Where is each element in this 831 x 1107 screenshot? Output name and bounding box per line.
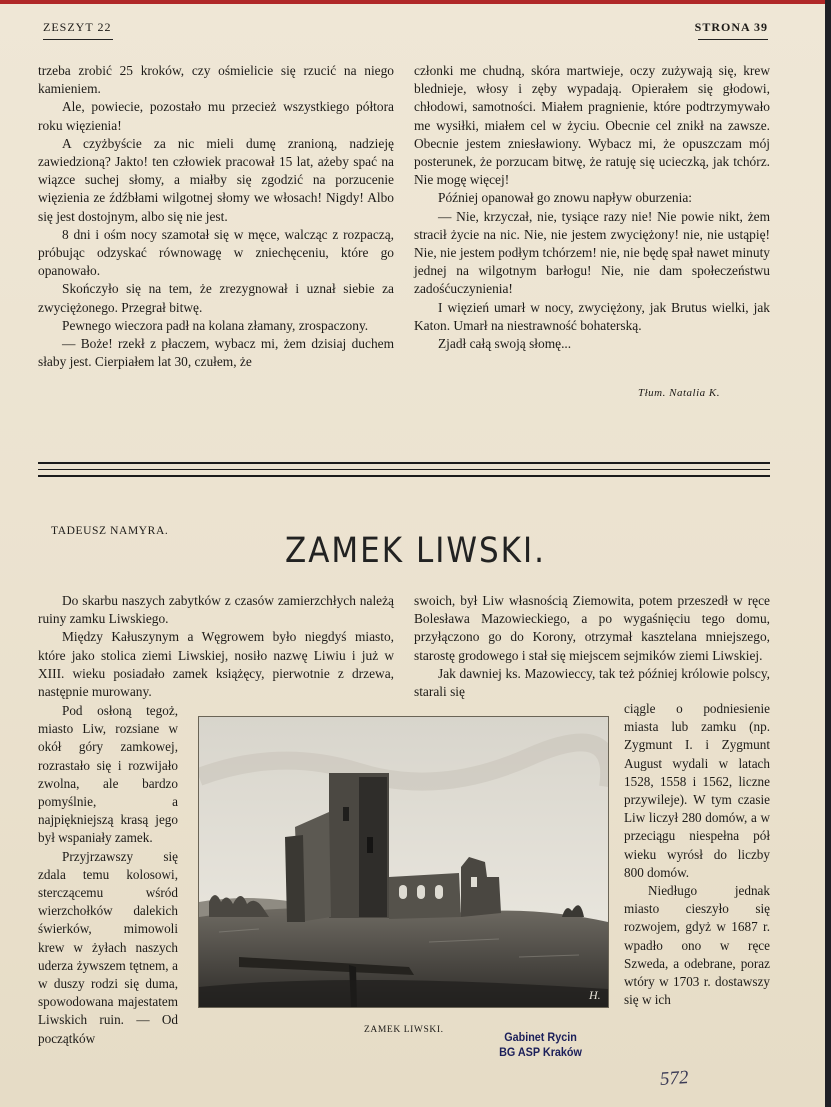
handwritten-inventory-number: 572 <box>659 1067 690 1090</box>
paragraph: Zjadł całą swoją słomę... <box>438 336 572 352</box>
article-column-right-top <box>414 592 770 701</box>
section-divider-bottom <box>38 475 770 477</box>
page-number: STRONA 39 <box>694 20 768 34</box>
photo-caption: ZAMEK LIWSKI. <box>364 1025 444 1035</box>
page-edge-top <box>0 0 831 4</box>
section-divider <box>38 462 770 464</box>
article-column-left-narrow <box>38 702 178 1048</box>
article-column-left-top <box>38 592 394 701</box>
article-title: ZAMEK LIWSKI. <box>284 530 547 572</box>
header-rule-left <box>43 39 113 40</box>
photo-signature: H. <box>589 988 601 1002</box>
article-author: TADEUSZ NAMYRA. <box>51 525 169 537</box>
paragraph: Do skarbu naszych zabytków z czasów zamierzchłych należą ruiny zamku Liwskiego. <box>38 593 394 627</box>
issue-number: ZESZYT 22 <box>43 20 112 34</box>
section-divider-thin <box>38 469 770 470</box>
paragraph: 8 dni i ośm nocy szamotał się w męce, walcząc z rozpaczą, próbując odzyskać równowagę w zniechęceniu, które go opanowało. <box>38 226 394 279</box>
paragraph: swoich, był Liw własnością Ziemowita, potem przeszedł w ręce Bolesława Mazowieckiego, a po wygaśnięciu tego domu, przyłączono go do Korony, otrzymał kasztelana mniejszego, starostę grodowego i stał się miejscem sejmików ziemi Liwskiej. <box>414 593 770 663</box>
paragraph: Niedługo jednak miasto cieszyło się rozwojem, gdyż w 1687 r. wpadło ono w ręce Szweda, a odebrane, poraz wtóry w 1703 r. dostawszy się w ich <box>624 883 770 1008</box>
paragraph: Pod osłoną tegoż, miasto Liw, rozsiane w okół góry zamkowej, rozrastało się i rozwijało zwolna, ale bardzo pomyślnie, a najpiękniejszą krasą jego był wspaniały zamek. <box>38 703 178 846</box>
paragraph: I więzień umarł w nocy, zwyciężony, jak Brutus wielki, jak Katon. Umarł na niestrawność bohaterską. <box>414 299 770 333</box>
paragraph: trzeba zrobić 25 kroków, czy ośmielicie się rzucić na niego kamieniem. <box>38 63 394 97</box>
header-rule-right <box>698 39 768 40</box>
paragraph: — Boże! rzekł z płaczem, wybacz mi, żem dzisiaj duchem słaby jest. Cierpiałem lat 30, czułem, że <box>38 336 394 370</box>
paragraph: Między Kałuszynym a Węgrowem było niegdyś miasto, które jako stolica ziemi Liwskiej, nosiło nazwę Liwiu i już w XIII. wieku posiadało zamek książęcy, pierwotnie z drzewa, następnie murowany. <box>38 629 394 700</box>
paragraph: Później opanował go znowu napływ oburzenia: <box>438 190 692 206</box>
paragraph: A czyżbyście za nic mieli dumę zranioną, nadzieję zawiedzioną? Jakto! ten człowiek pracował 15 lat, ażeby spać na wiązce suchej słomy, a miałby się zgodzić na porzucenie więzienia ze źdźbłami wilgotnej słomy we włosach! Nigdy! Albo się jest dostojnym, albo się nie jest. <box>38 135 394 224</box>
castle-ruins-illustration <box>199 717 608 1007</box>
article-column-right-narrow <box>624 700 770 1009</box>
paragraph: ciągle o podniesienie miasta lub zamku (np. Zygmunt I. i Zygmunt August wydali w latach 1528, 1558 i 1562, liczne przywileje). W tym czasie Liw liczył 280 domów, a w przeciągu niespełna pół wieku wyrósł do liczby 800 domów. <box>624 701 770 880</box>
story-column-right <box>414 62 770 353</box>
paragraph: członki me chudną, skóra martwieje, oczy zużywają się, krew blednieje, włosy i zęby wypadają. Opierałem się głodowi, chłodowi, samotności. Miałem pragnienie, które podtrzymywało me wysiłki, miałem cel w życiu. Obecnie cel znikł na zawsze. Obecnie jestem zniesławiony. Wybacz mi, że opuszczam mój posterunek, że porzucam bitwę, że ratuję się ucieczką, jak tchórz. Nie mogę więcej! <box>414 63 770 188</box>
paragraph: Przyjrzawszy się zdala temu kolosowi, sterczącemu wśród wierzchołków dalekich świerków, mimowoli krew w żyłach naszych uderza żywszem tętnem, a w duszy rodzi się duma, spowodowana majestatem Liwskich ruin. — Od początków <box>38 848 178 1046</box>
paragraph: Skończyło się na tem, że zrezygnował i uznał siebie za zwyciężonego. Przegrał bitwę. <box>38 281 394 315</box>
library-stamp <box>493 1030 588 1060</box>
paragraph: Jak dawniej ks. Mazowieccy, tak też później królowie polscy, starali się <box>414 665 770 700</box>
paragraph: Ale, powiecie, pozostało mu przecież wszystkiego półtora roku więzienia! <box>38 99 394 133</box>
stamp-line-2: BG ASP Kraków <box>499 1045 582 1059</box>
paragraph: Pewnego wieczora padł na kolana złamany, zrospaczony. <box>62 317 369 333</box>
story-column-left <box>38 62 394 371</box>
castle-ruins-photo <box>198 716 609 1008</box>
paragraph: — Nie, krzyczał, nie, tysiące razy nie! Nie powie nikt, żem stracił życie na nic. Nie, nie jestem zwyciężony! nie, nie ustąpię! Nie, nie jestem podłym tchórzem! nie, nie będę spał nawet minuty jednej na wilgotnym barłogu! Nie, nie dam społeczeństwu zadośćuczynienia! <box>414 208 770 297</box>
translator-credit: Tłum. Natalia K. <box>638 387 720 399</box>
stamp-line-1: Gabinet Rycin <box>504 1030 577 1044</box>
